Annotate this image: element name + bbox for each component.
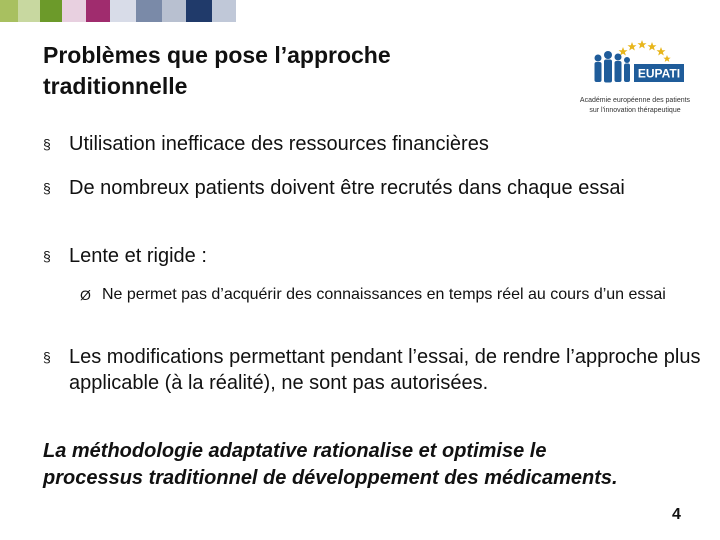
arrow-bullet-marker: Ø xyxy=(80,287,91,303)
top-color-bar xyxy=(0,0,720,22)
color-square xyxy=(18,0,40,22)
brand-name: EUPATI xyxy=(637,66,681,81)
bullet-item xyxy=(43,243,703,269)
bullet-item xyxy=(43,131,703,157)
color-square xyxy=(0,0,18,22)
color-square xyxy=(86,0,110,22)
page-number: 4 xyxy=(672,506,681,523)
logo-tagline-line1: Académie européenne des patients xyxy=(579,97,691,104)
eupati-emblem-icon xyxy=(582,36,692,94)
color-square xyxy=(212,0,236,22)
logo-tagline-line2: sur l'innovation thérapeutique xyxy=(589,107,681,114)
sub-bullet-text: Ne permet pas d’acquérir des connaissances en temps réel au cours d’un essai xyxy=(102,286,666,303)
bullet-marker: § xyxy=(43,180,51,196)
eupati-logo xyxy=(560,36,710,118)
conclusion-text: La méthodologie adaptative rationalise et optimise le processus traditionnel de développement des médicaments. xyxy=(43,440,618,489)
bullet-text: Lente et rigide : xyxy=(69,245,207,267)
color-square xyxy=(110,0,136,22)
bullet-marker: § xyxy=(43,136,51,152)
page-title: Problèmes que pose l’approche traditionnelle xyxy=(43,42,391,99)
people-figures xyxy=(595,51,631,83)
color-square xyxy=(136,0,162,22)
color-square xyxy=(186,0,212,22)
bullet-text: De nombreux patients doivent être recrutés dans chaque essai xyxy=(69,177,625,199)
logo-tagline xyxy=(560,96,710,116)
bullet-item xyxy=(43,344,703,396)
bullet-marker: § xyxy=(43,248,51,264)
color-square xyxy=(62,0,86,22)
sub-bullet-item xyxy=(80,284,710,306)
bullet-marker: § xyxy=(43,349,51,365)
bullet-text: Utilisation inefficace des ressources financières xyxy=(69,133,489,155)
bullet-text: Les modifications permettant pendant l’essai, de rendre l’approche plus applicable (à la réalité), ne sont pas autorisées. xyxy=(69,346,701,394)
color-square xyxy=(40,0,62,22)
color-square xyxy=(162,0,186,22)
bullet-item xyxy=(43,175,703,201)
